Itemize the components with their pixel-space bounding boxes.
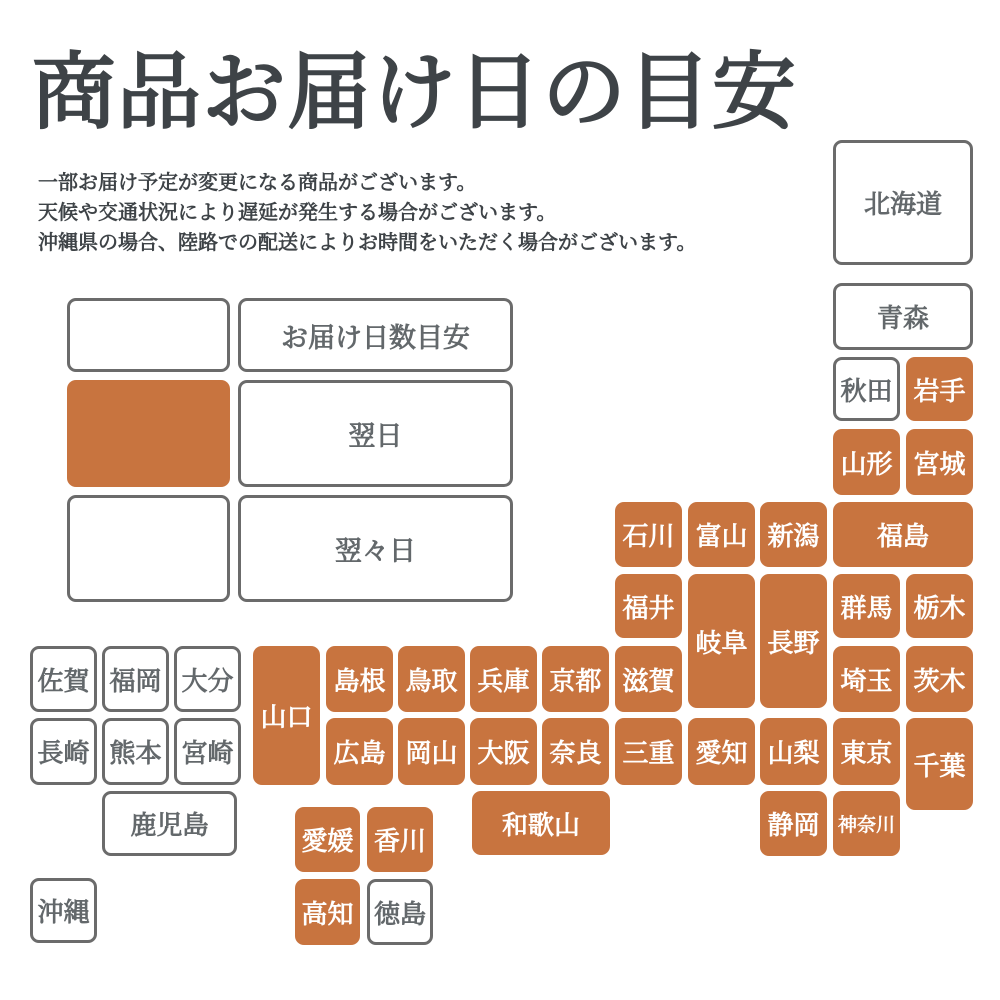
prefecture-box: 沖縄 <box>30 878 97 943</box>
prefecture-box: 山形 <box>833 429 900 495</box>
prefecture-box: 静岡 <box>760 791 827 856</box>
prefecture-box: 和歌山 <box>472 791 610 855</box>
prefecture-box: 大分 <box>174 646 241 712</box>
prefecture-box: 岡山 <box>398 718 465 785</box>
prefecture-box: 三重 <box>615 718 682 785</box>
prefecture-box: 宮崎 <box>174 718 241 785</box>
prefecture-box: 大阪 <box>470 718 537 785</box>
prefecture-box: 佐賀 <box>30 646 97 712</box>
prefecture-box: 長野 <box>760 574 827 708</box>
prefecture-box: 山口 <box>253 646 320 785</box>
prefecture-box: 埼玉 <box>833 646 900 712</box>
prefecture-box: 愛媛 <box>295 807 360 872</box>
prefecture-box: 福井 <box>615 574 682 638</box>
legend-header: お届け日数目安 <box>238 298 513 372</box>
prefecture-box: 鹿児島 <box>102 791 237 856</box>
prefecture-box: 京都 <box>542 646 609 712</box>
prefecture-box: 滋賀 <box>615 646 682 712</box>
prefecture-box: 栃木 <box>906 574 973 638</box>
prefecture-box: 石川 <box>615 502 682 567</box>
prefecture-box: 宮城 <box>906 429 973 495</box>
prefecture-box: 東京 <box>833 718 900 785</box>
prefecture-box: 福岡 <box>102 646 169 712</box>
prefecture-box: 北海道 <box>833 140 973 265</box>
legend-label-two-day: 翌々日 <box>238 495 513 602</box>
prefecture-box: 鳥取 <box>398 646 465 712</box>
notice-line: 一部お届け予定が変更になる商品がございます。 <box>38 172 477 194</box>
prefecture-box: 岐阜 <box>688 574 755 708</box>
prefecture-box: 奈良 <box>542 718 609 785</box>
prefecture-box: 富山 <box>688 502 755 567</box>
prefecture-box: 青森 <box>833 283 973 350</box>
prefecture-box: 秋田 <box>833 357 900 421</box>
prefecture-box: 広島 <box>326 718 393 785</box>
prefecture-box: 岩手 <box>906 357 973 421</box>
legend-label-next-day: 翌日 <box>238 380 513 487</box>
prefecture-box: 徳島 <box>367 879 433 945</box>
prefecture-box: 群馬 <box>833 574 900 638</box>
prefecture-box: 福島 <box>833 502 973 567</box>
prefecture-box: 神奈川 <box>833 791 900 856</box>
prefecture-box: 茨木 <box>906 646 973 712</box>
prefecture-box: 長崎 <box>30 718 97 785</box>
prefecture-box: 山梨 <box>760 718 827 785</box>
prefecture-box: 熊本 <box>102 718 169 785</box>
notice-line: 天候や交通状況により遅延が発生する場合がございます。 <box>38 202 557 224</box>
page-title: 商品お届け日の目安 <box>32 45 798 139</box>
notice-line: 沖縄県の場合、陸路での配送によりお時間をいただく場合がございます。 <box>38 232 697 254</box>
prefecture-box: 香川 <box>367 807 433 872</box>
prefecture-box: 愛知 <box>688 718 755 785</box>
prefecture-box: 島根 <box>326 646 393 712</box>
prefecture-box: 兵庫 <box>470 646 537 712</box>
prefecture-box: 千葉 <box>906 718 973 810</box>
prefecture-box: 新潟 <box>760 502 827 567</box>
prefecture-box: 高知 <box>295 879 360 945</box>
